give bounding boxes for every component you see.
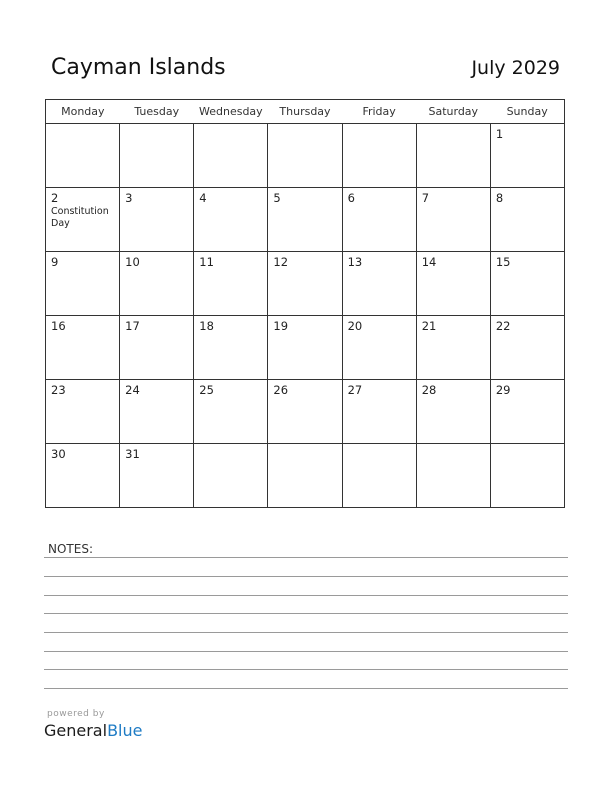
day-cell (416, 316, 490, 380)
note-line (44, 669, 568, 670)
day-number: 4 (199, 191, 207, 205)
week-row (46, 380, 565, 444)
day-number: 12 (273, 255, 289, 269)
day-cell (416, 124, 490, 188)
month-year-title: July 2029 (471, 57, 560, 79)
powered-by-label: powered by (47, 709, 105, 719)
day-cell (194, 188, 268, 252)
weekday-saturday: Saturday (416, 100, 490, 124)
week-row (46, 124, 565, 188)
day-cell (490, 444, 564, 508)
day-number: 26 (273, 383, 289, 397)
day-number: 16 (51, 319, 66, 333)
day-cell (416, 380, 490, 444)
day-cell (342, 252, 416, 316)
day-cell (194, 252, 268, 316)
day-number: 22 (495, 319, 511, 333)
day-cell (46, 444, 120, 508)
note-line (44, 651, 568, 652)
day-number: 31 (125, 447, 140, 461)
day-cell (342, 316, 416, 380)
day-number: 1 (495, 127, 504, 141)
day-cell (490, 124, 564, 188)
week-row (46, 444, 565, 508)
generalblue-logo[interactable] (44, 721, 142, 740)
day-number: 28 (421, 383, 437, 397)
day-cell (46, 380, 120, 444)
day-cell (416, 252, 490, 316)
day-number: 6 (347, 191, 355, 205)
day-number: 3 (125, 191, 133, 205)
day-cell (46, 316, 120, 380)
day-number: 20 (347, 319, 363, 333)
day-number: 27 (347, 383, 363, 397)
day-number: 18 (199, 319, 214, 333)
day-cell (342, 124, 416, 188)
day-cell (120, 252, 194, 316)
day-number: 19 (273, 319, 289, 333)
logo-text-general: General (44, 721, 108, 740)
note-line (44, 557, 568, 558)
day-number: 5 (273, 191, 281, 205)
day-cell (194, 316, 268, 380)
week-row (46, 316, 565, 380)
note-line (44, 632, 568, 633)
weekday-thursday: Thursday (268, 100, 342, 124)
day-cell (120, 188, 194, 252)
country-title: Cayman Islands (51, 55, 226, 80)
weekday-sunday: Sunday (490, 100, 564, 124)
day-cell (490, 252, 564, 316)
note-line (44, 688, 568, 689)
day-cell (416, 188, 490, 252)
day-number: 15 (495, 255, 511, 269)
day-cell (194, 380, 268, 444)
day-cell (46, 124, 120, 188)
day-number: 9 (51, 255, 59, 269)
day-number: 14 (421, 255, 437, 269)
day-number: 11 (199, 255, 214, 269)
day-cell (490, 380, 564, 444)
day-number: 21 (421, 319, 437, 333)
day-cell (120, 316, 194, 380)
day-number: 24 (125, 383, 140, 397)
logo-text-blue: Blue (107, 721, 143, 740)
day-cell (490, 316, 564, 380)
week-row (46, 252, 565, 316)
note-line (44, 613, 568, 614)
day-cell (268, 380, 342, 444)
day-cell (268, 252, 342, 316)
day-number: 2 (51, 191, 59, 205)
day-cell (268, 124, 342, 188)
weekday-wednesday: Wednesday (194, 100, 268, 124)
day-cell (342, 188, 416, 252)
day-number: 8 (495, 191, 504, 205)
weekday-monday: Monday (46, 100, 120, 124)
day-number: 13 (347, 255, 363, 269)
weekday-tuesday: Tuesday (120, 100, 194, 124)
day-cell (342, 380, 416, 444)
day-cell (120, 444, 194, 508)
day-number: 10 (125, 255, 140, 269)
week-row (46, 188, 565, 252)
day-cell (194, 444, 268, 508)
note-line (44, 576, 568, 577)
day-cell (490, 188, 564, 252)
day-cell (268, 316, 342, 380)
day-cell (416, 444, 490, 508)
day-cell (120, 124, 194, 188)
day-cell (194, 124, 268, 188)
notes-label: NOTES: (48, 542, 93, 556)
day-number: 29 (495, 383, 511, 397)
weekday-header-row (46, 100, 565, 124)
day-cell (268, 444, 342, 508)
calendar-grid (45, 99, 565, 508)
day-cell (46, 252, 120, 316)
day-cell (342, 444, 416, 508)
day-number: 23 (51, 383, 66, 397)
day-cell (120, 380, 194, 444)
day-number: 7 (421, 191, 430, 205)
holiday-label: Constitution Day (51, 206, 109, 229)
note-line (44, 595, 568, 596)
day-number: 25 (199, 383, 214, 397)
day-number: 30 (51, 447, 66, 461)
day-cell (268, 188, 342, 252)
day-cell (46, 188, 120, 252)
day-number: 17 (125, 319, 140, 333)
weekday-friday: Friday (342, 100, 416, 124)
